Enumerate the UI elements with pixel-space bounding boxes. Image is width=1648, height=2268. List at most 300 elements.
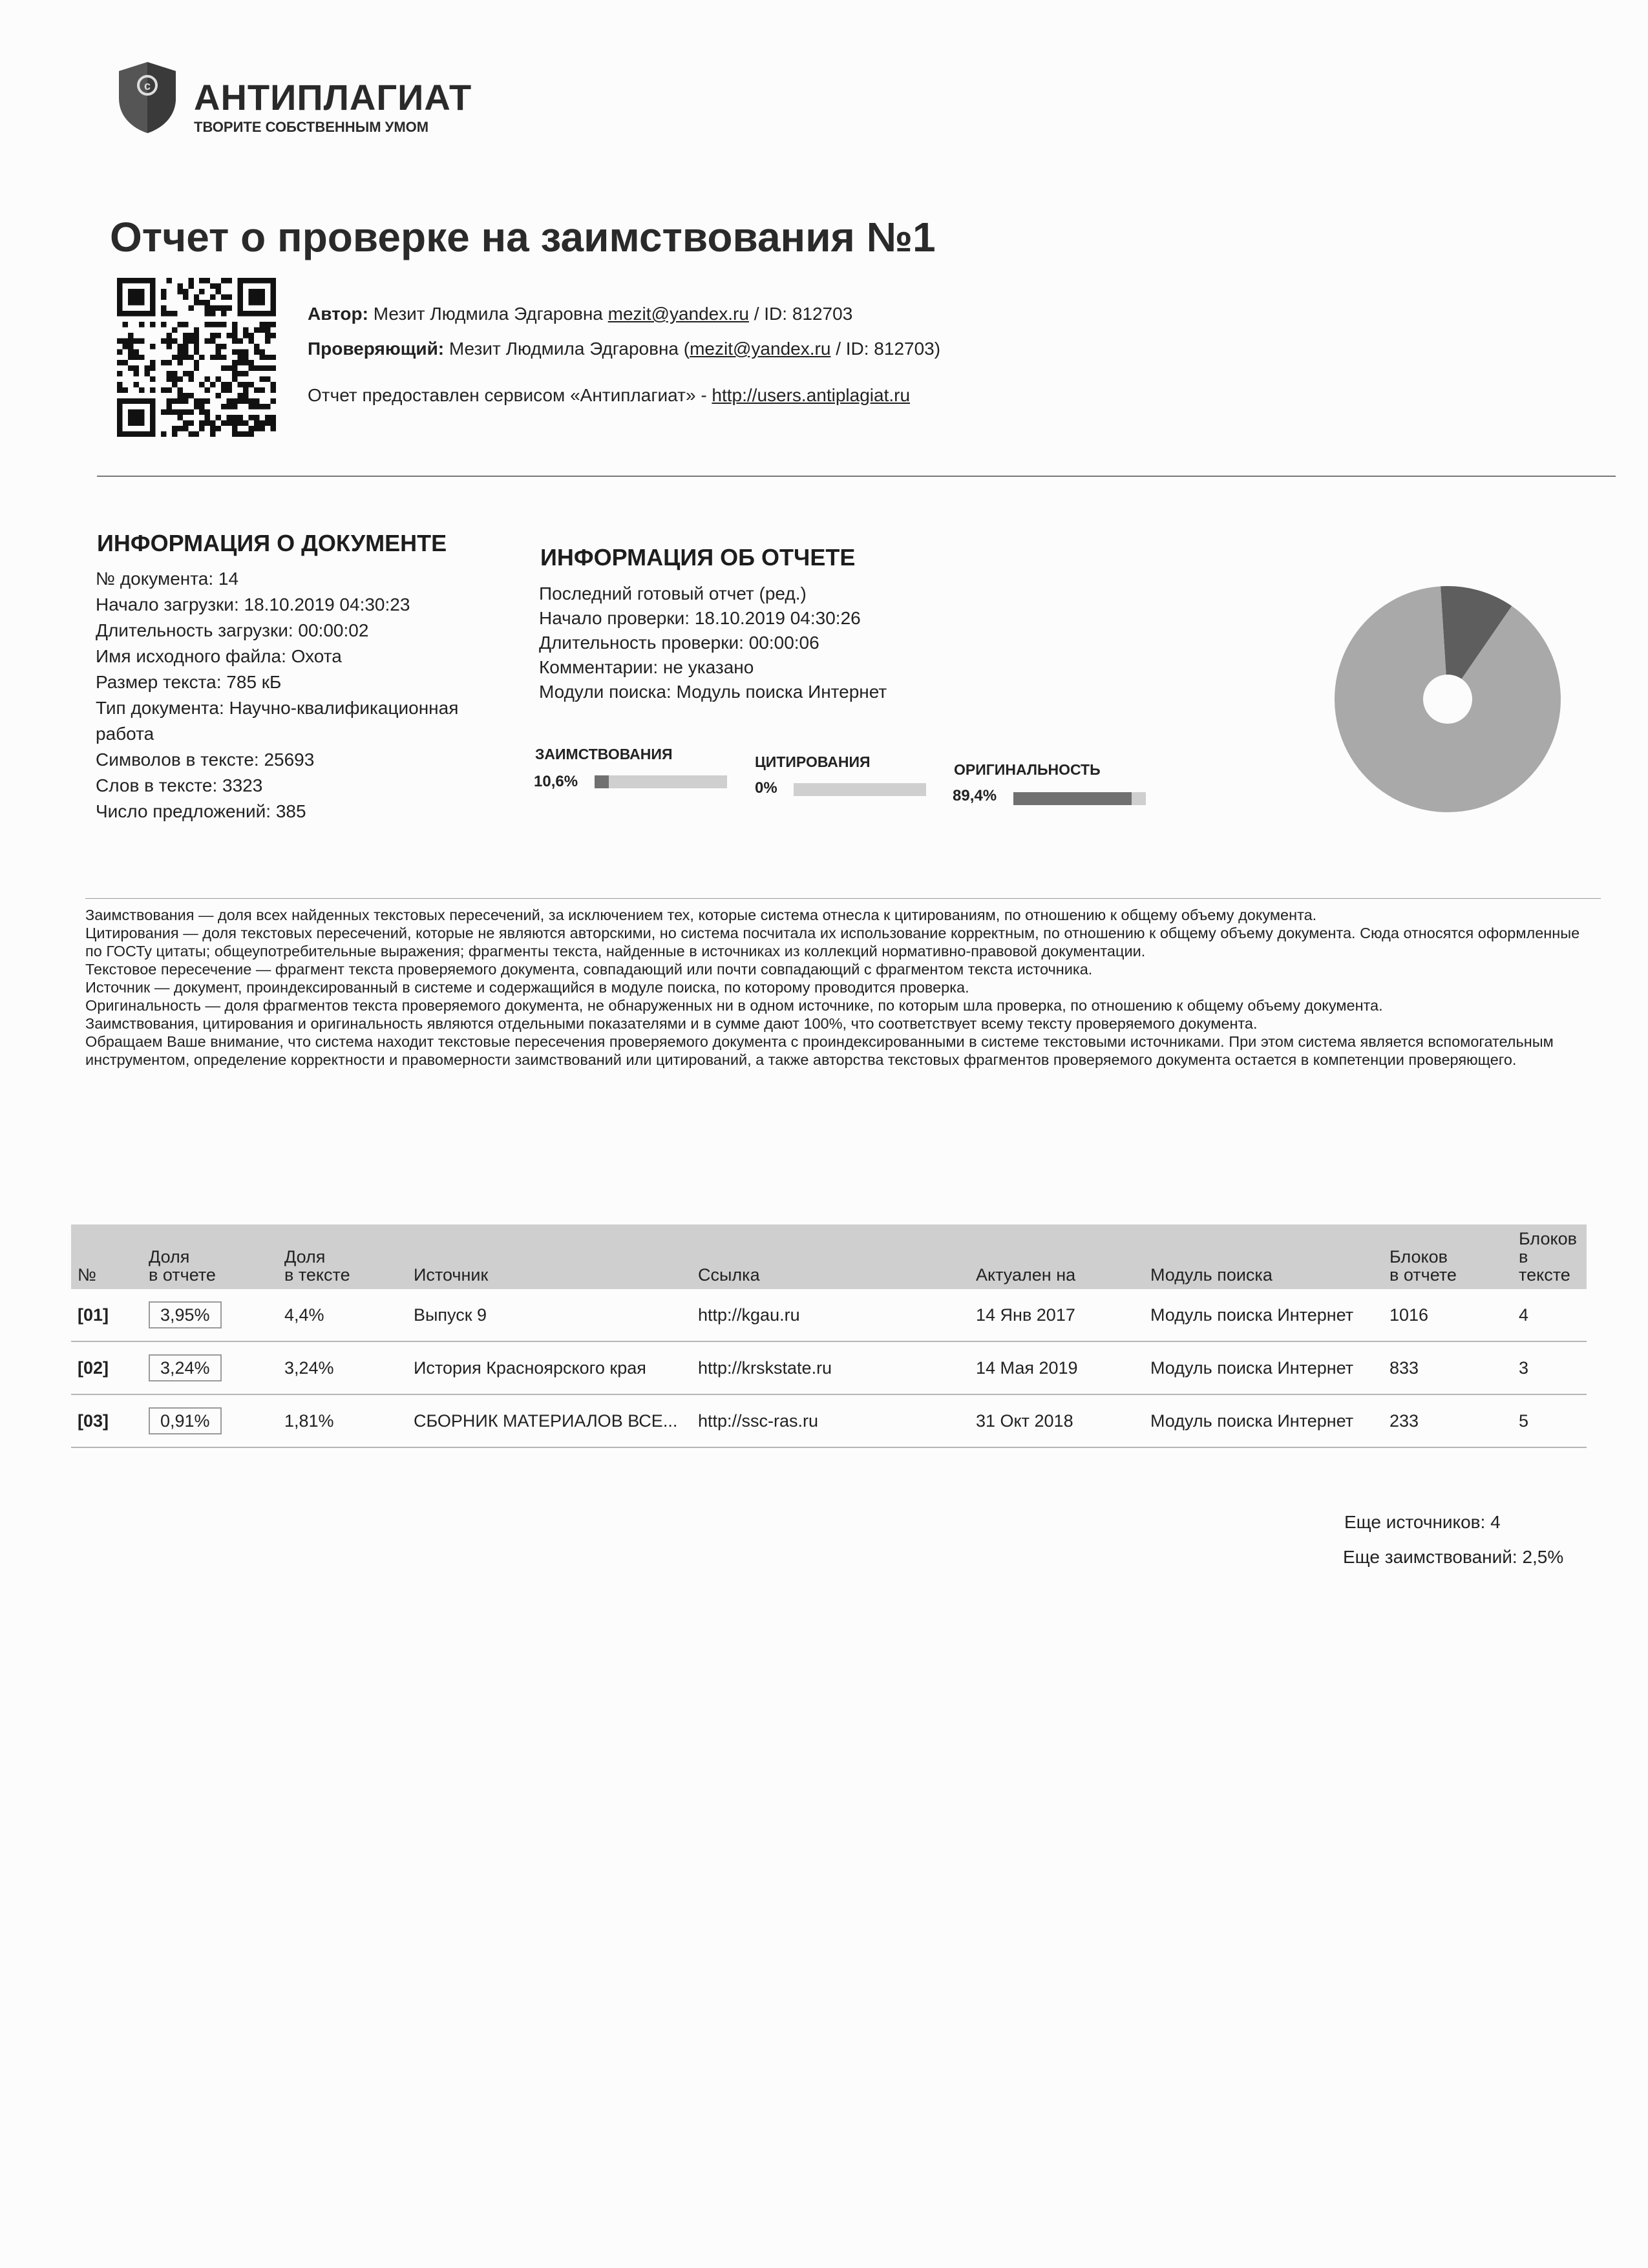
report-info-list [539, 582, 887, 704]
qr-module [161, 305, 166, 310]
qr-module [133, 410, 138, 415]
author-email-link[interactable]: mezit@yandex.ru [607, 304, 749, 324]
qr-module [254, 421, 259, 426]
qr-module [216, 393, 221, 398]
qr-module [271, 415, 276, 420]
qr-module [254, 289, 259, 294]
qr-module [265, 311, 270, 316]
qr-module [243, 349, 248, 354]
qr-module [243, 278, 248, 283]
qr-module [194, 333, 199, 338]
cell-link[interactable]: http://kgau.ru [692, 1289, 969, 1341]
qr-module [177, 426, 182, 431]
qr-code-icon [114, 278, 279, 437]
qr-module [133, 278, 138, 283]
qr-module [128, 432, 133, 437]
qr-module [238, 360, 243, 365]
qr-module [117, 311, 122, 316]
qr-module [260, 349, 265, 354]
cell-module: Модуль поиска Интернет [1144, 1394, 1383, 1447]
qr-module [128, 410, 133, 415]
qr-module [205, 388, 210, 393]
qr-module [194, 366, 199, 371]
doc-info-row: Начало загрузки: 18.10.2019 04:30:23 [96, 594, 410, 614]
more-sources: Еще источников: 4 [1344, 1512, 1501, 1532]
qr-module [194, 294, 199, 299]
kpi-borrowing-bar [595, 775, 727, 788]
qr-module [227, 382, 232, 387]
qr-module [161, 294, 166, 299]
qr-module [260, 421, 265, 426]
qr-module [216, 333, 221, 338]
qr-module [216, 377, 221, 382]
qr-module [260, 327, 265, 332]
qr-module [260, 289, 265, 294]
qr-module [133, 432, 138, 437]
qr-module [128, 311, 133, 316]
qr-module [161, 311, 166, 316]
qr-module [128, 344, 133, 349]
qr-module [161, 322, 166, 327]
qr-module [232, 333, 237, 338]
note-originality: Оригинальность — доля фрагментов текста проверяемого документа, не обнаруженных ни в одном источнике, по которым шла проверка, по отношению к общему объему документа. [85, 997, 1383, 1014]
qr-module [139, 355, 144, 360]
table-row[interactable] [71, 1341, 1587, 1394]
doc-info-row: работа [96, 724, 154, 744]
qr-module [243, 399, 248, 404]
qr-module [232, 327, 237, 332]
cell-link[interactable]: http://ssc-ras.ru [692, 1394, 969, 1447]
qr-module [205, 278, 210, 283]
cell-actual: 14 Мая 2019 [969, 1341, 1144, 1394]
qr-module [254, 278, 259, 283]
qr-module [133, 355, 138, 360]
qr-module [117, 404, 122, 409]
qr-module [150, 305, 155, 310]
table-row[interactable] [71, 1394, 1587, 1447]
qr-module [183, 349, 188, 354]
cell-module: Модуль поиска Интернет [1144, 1289, 1383, 1341]
cell-blocks-text: 4 [1512, 1289, 1587, 1341]
qr-module [249, 426, 254, 431]
qr-module [117, 349, 122, 354]
qr-module [199, 278, 204, 283]
kpi-borrowing-value: 10,6% [534, 773, 578, 790]
qr-module [243, 311, 248, 316]
qr-module [271, 388, 276, 393]
qr-module [260, 377, 265, 382]
sources-table [71, 1224, 1587, 1448]
qr-module [183, 426, 188, 431]
qr-module [260, 294, 265, 299]
qr-module [117, 305, 122, 310]
qr-module [150, 300, 155, 305]
cell-blocks-report: 233 [1383, 1394, 1512, 1447]
doc-info-row: Тип документа: Научно-квалификационная [96, 698, 459, 718]
qr-module [238, 338, 243, 343]
qr-module [265, 322, 270, 327]
share-report-box: 3,24% [149, 1354, 222, 1381]
brand-slogan: ТВОРИТЕ СОБСТВЕННЫМ УМОМ [194, 119, 429, 135]
cell-actual: 31 Окт 2018 [969, 1394, 1144, 1447]
qr-module [243, 393, 248, 398]
kpi-citation-value: 0% [755, 779, 777, 797]
cell-share-text: 1,81% [278, 1394, 407, 1447]
qr-module [172, 432, 177, 437]
cell-share-report [142, 1289, 278, 1341]
qr-module [205, 421, 210, 426]
qr-module [221, 355, 226, 360]
qr-module [254, 300, 259, 305]
qr-module [221, 366, 226, 371]
qr-module [199, 382, 204, 387]
qr-module [117, 415, 122, 420]
qr-module [150, 410, 155, 415]
qr-module [172, 327, 177, 332]
qr-module [139, 338, 144, 343]
svg-text:c: c [143, 79, 151, 92]
qr-module [139, 410, 144, 415]
report-info-row: Начало проверки: 18.10.2019 04:30:26 [539, 608, 861, 628]
qr-module [205, 415, 210, 420]
qr-module [254, 426, 259, 431]
qr-module [183, 289, 188, 294]
doc-info-heading: ИНФОРМАЦИЯ О ДОКУМЕНТЕ [97, 530, 447, 556]
qr-module [221, 278, 226, 283]
qr-module [249, 366, 254, 371]
qr-module [194, 432, 199, 437]
qr-module [128, 294, 133, 299]
qr-module [172, 377, 177, 382]
qr-module [271, 278, 276, 283]
doc-info-row: Длительность загрузки: 00:00:02 [96, 620, 369, 640]
qr-module [265, 404, 270, 409]
qr-module [166, 333, 171, 338]
qr-module [249, 333, 254, 338]
service-link[interactable]: http://users.antiplagiat.ru [712, 385, 911, 405]
qr-module [265, 338, 270, 343]
qr-module [144, 432, 149, 437]
qr-module [271, 355, 276, 360]
qr-module [183, 344, 188, 349]
note-text-intersection: Текстовое пересечение — фрагмент текста проверяемого документа, совпадающий или почти совпадающий с фрагментом текста источника. [85, 961, 1093, 978]
qr-module [238, 371, 243, 376]
qr-module [117, 371, 122, 376]
qr-module [238, 432, 243, 437]
qr-module [122, 388, 127, 393]
qr-module [205, 377, 210, 382]
qr-module [232, 404, 237, 409]
qr-module [260, 300, 265, 305]
qr-module [133, 382, 138, 387]
note-citation: Цитирования — доля текстовых пересечений, которые не являются авторскими, но система посчитала их использование корректным, по отношению к общему объему документа. Сюда относятся оформленные по ГОСТу цитаты; общеупотребительные выражения; фрагменты текста, найденные в источниках из коллекций нормативно-правовой документации. [85, 925, 1580, 960]
qr-module [254, 349, 259, 354]
col-blocks-report: Блоков в отчете [1383, 1224, 1512, 1289]
qr-module [183, 355, 188, 360]
author-line: Автор: Мезит Людмила Эдгаровна mezit@yandex.ru / ID: 812703 [308, 304, 853, 324]
qr-module [221, 382, 226, 387]
qr-module [139, 432, 144, 437]
qr-module [271, 426, 276, 431]
qr-module [128, 355, 133, 360]
qr-module [139, 399, 144, 404]
col-module: Модуль поиска [1144, 1224, 1383, 1289]
qr-module [260, 426, 265, 431]
qr-module [188, 410, 193, 415]
qr-module [265, 333, 270, 338]
qr-module [249, 382, 254, 387]
qr-module [221, 421, 226, 426]
qr-module [210, 421, 215, 426]
qr-module [150, 377, 155, 382]
qr-module [260, 322, 265, 327]
qr-module [133, 421, 138, 426]
qr-module [210, 294, 215, 299]
qr-module [166, 344, 171, 349]
qr-module [117, 278, 122, 283]
qr-module [249, 432, 254, 437]
qr-module [243, 333, 248, 338]
qr-module [271, 305, 276, 310]
qr-module [188, 432, 193, 437]
qr-module [271, 366, 276, 371]
cell-share-text: 4,4% [278, 1289, 407, 1341]
qr-module [221, 388, 226, 393]
qr-module [227, 404, 232, 409]
qr-module [172, 399, 177, 404]
qr-module [260, 388, 265, 393]
qr-module [177, 399, 182, 404]
qr-module [183, 338, 188, 343]
qr-module [227, 366, 232, 371]
kpi-originality-value: 89,4% [953, 787, 997, 804]
qr-module [150, 360, 155, 365]
qr-module [128, 349, 133, 354]
qr-module [243, 382, 248, 387]
qr-module [161, 289, 166, 294]
qr-module [177, 355, 182, 360]
doc-info-row: Размер текста: 785 кБ [96, 672, 282, 692]
qr-module [139, 294, 144, 299]
qr-module [216, 305, 221, 310]
qr-module [144, 278, 149, 283]
qr-module [122, 311, 127, 316]
qr-module [271, 311, 276, 316]
qr-module [139, 278, 144, 283]
qr-module [183, 421, 188, 426]
qr-module [232, 415, 237, 420]
qr-module [265, 278, 270, 283]
qr-module [122, 338, 127, 343]
qr-module [183, 393, 188, 398]
qr-module [249, 289, 254, 294]
qr-module [271, 322, 276, 327]
qr-module [265, 421, 270, 426]
checker-email-link[interactable]: mezit@yandex.ru [690, 339, 831, 359]
qr-module [188, 305, 193, 310]
cell-share-report [142, 1394, 278, 1447]
qr-module [254, 344, 259, 349]
qr-module [232, 349, 237, 354]
qr-module [183, 399, 188, 404]
qr-module [199, 355, 204, 360]
qr-module [249, 404, 254, 409]
qr-module [238, 382, 243, 387]
qr-module [249, 300, 254, 305]
qr-module [128, 278, 133, 283]
qr-module [188, 355, 193, 360]
qr-module [271, 300, 276, 305]
qr-module [117, 338, 122, 343]
qr-module [150, 322, 155, 327]
qr-module [194, 300, 199, 305]
qr-module [210, 338, 215, 343]
qr-module [265, 366, 270, 371]
qr-module [210, 382, 215, 387]
qr-module [260, 311, 265, 316]
qr-module [139, 421, 144, 426]
qr-module [161, 388, 166, 393]
qr-module [238, 399, 243, 404]
cell-link[interactable]: http://krskstate.ru [692, 1341, 969, 1394]
qr-module [161, 410, 166, 415]
qr-module [205, 338, 210, 343]
brand-name: АНТИПЛАГИАТ [194, 77, 472, 118]
qr-module [254, 327, 259, 332]
col-link: Ссылка [692, 1224, 969, 1289]
qr-module [183, 371, 188, 376]
qr-module [221, 294, 226, 299]
qr-module [216, 355, 221, 360]
qr-module [227, 294, 232, 299]
qr-module [199, 410, 204, 415]
qr-module [249, 294, 254, 299]
qr-module [232, 426, 237, 431]
qr-module [194, 360, 199, 365]
qr-module [249, 360, 254, 365]
service-line: Отчет предоставлен сервисом «Антиплагиат» - http://users.antiplagiat.ru [308, 385, 911, 405]
qr-module [271, 294, 276, 299]
qr-module [238, 300, 243, 305]
doc-info-row: Имя исходного файла: Охота [96, 646, 342, 666]
cell-blocks-text: 3 [1512, 1341, 1587, 1394]
qr-module [254, 415, 259, 420]
originality-pie-chart [1318, 563, 1577, 835]
doc-info-row: Число предложений: 385 [96, 801, 306, 821]
qr-module [260, 366, 265, 371]
qr-module [194, 338, 199, 343]
qr-module [150, 426, 155, 431]
kpi-borrowing-label: ЗАИМСТВОВАНИЯ [535, 746, 673, 762]
qr-module [150, 404, 155, 409]
qr-module [221, 344, 226, 349]
qr-module [166, 278, 171, 283]
qr-module [139, 388, 144, 393]
qr-module [227, 305, 232, 310]
qr-module [249, 338, 254, 343]
qr-module [128, 366, 133, 371]
qr-module [254, 366, 259, 371]
qr-module [117, 432, 122, 437]
qr-module [210, 432, 215, 437]
qr-module [199, 300, 204, 305]
qr-module [216, 322, 221, 327]
qr-module [238, 278, 243, 283]
qr-module [271, 382, 276, 387]
cell-share-report [142, 1341, 278, 1394]
qr-module [166, 338, 171, 343]
qr-module [177, 360, 182, 365]
qr-module [177, 410, 182, 415]
qr-module [128, 415, 133, 420]
qr-module [265, 415, 270, 420]
qr-module [243, 432, 248, 437]
qr-module [249, 415, 254, 420]
qr-module [117, 421, 122, 426]
qr-module [232, 366, 237, 371]
qr-module [183, 410, 188, 415]
qr-module [254, 388, 259, 393]
qr-module [188, 278, 193, 283]
definitions-block [85, 906, 1598, 1069]
col-blocks-text: Блоков в тексте [1512, 1224, 1587, 1289]
qr-module [188, 338, 193, 343]
cell-number: [01] [71, 1289, 142, 1341]
qr-module [205, 410, 210, 415]
qr-module [177, 344, 182, 349]
qr-module [188, 421, 193, 426]
qr-module [150, 415, 155, 420]
qr-module [260, 355, 265, 360]
qr-module [161, 338, 166, 343]
qr-module [210, 355, 215, 360]
qr-module [194, 404, 199, 409]
qr-module [150, 344, 155, 349]
qr-module [271, 283, 276, 288]
qr-module [227, 388, 232, 393]
cell-number: [02] [71, 1341, 142, 1394]
qr-module [227, 278, 232, 283]
qr-module [210, 305, 215, 310]
qr-module [216, 344, 221, 349]
qr-module [254, 399, 259, 404]
col-number: № [71, 1224, 142, 1289]
qr-module [183, 294, 188, 299]
qr-module [172, 355, 177, 360]
report-info-row: Модули поиска: Модуль поиска Интернет [539, 682, 887, 702]
cell-blocks-text: 5 [1512, 1394, 1587, 1447]
qr-module [238, 283, 243, 288]
qr-module [238, 294, 243, 299]
qr-module [254, 311, 259, 316]
qr-module [199, 404, 204, 409]
qr-module [265, 377, 270, 382]
qr-module [249, 399, 254, 404]
divider [97, 476, 1616, 477]
qr-module [188, 393, 193, 398]
more-borrowings: Еще заимствований: 2,5% [1343, 1547, 1564, 1567]
qr-module [150, 283, 155, 288]
qr-module [210, 283, 215, 288]
qr-module [183, 333, 188, 338]
qr-module [128, 300, 133, 305]
qr-module [199, 289, 204, 294]
table-row[interactable] [71, 1289, 1587, 1341]
qr-module [133, 366, 138, 371]
kpi-originality-bar [1013, 792, 1146, 805]
qr-module [122, 432, 127, 437]
cell-blocks-report: 1016 [1383, 1289, 1512, 1341]
